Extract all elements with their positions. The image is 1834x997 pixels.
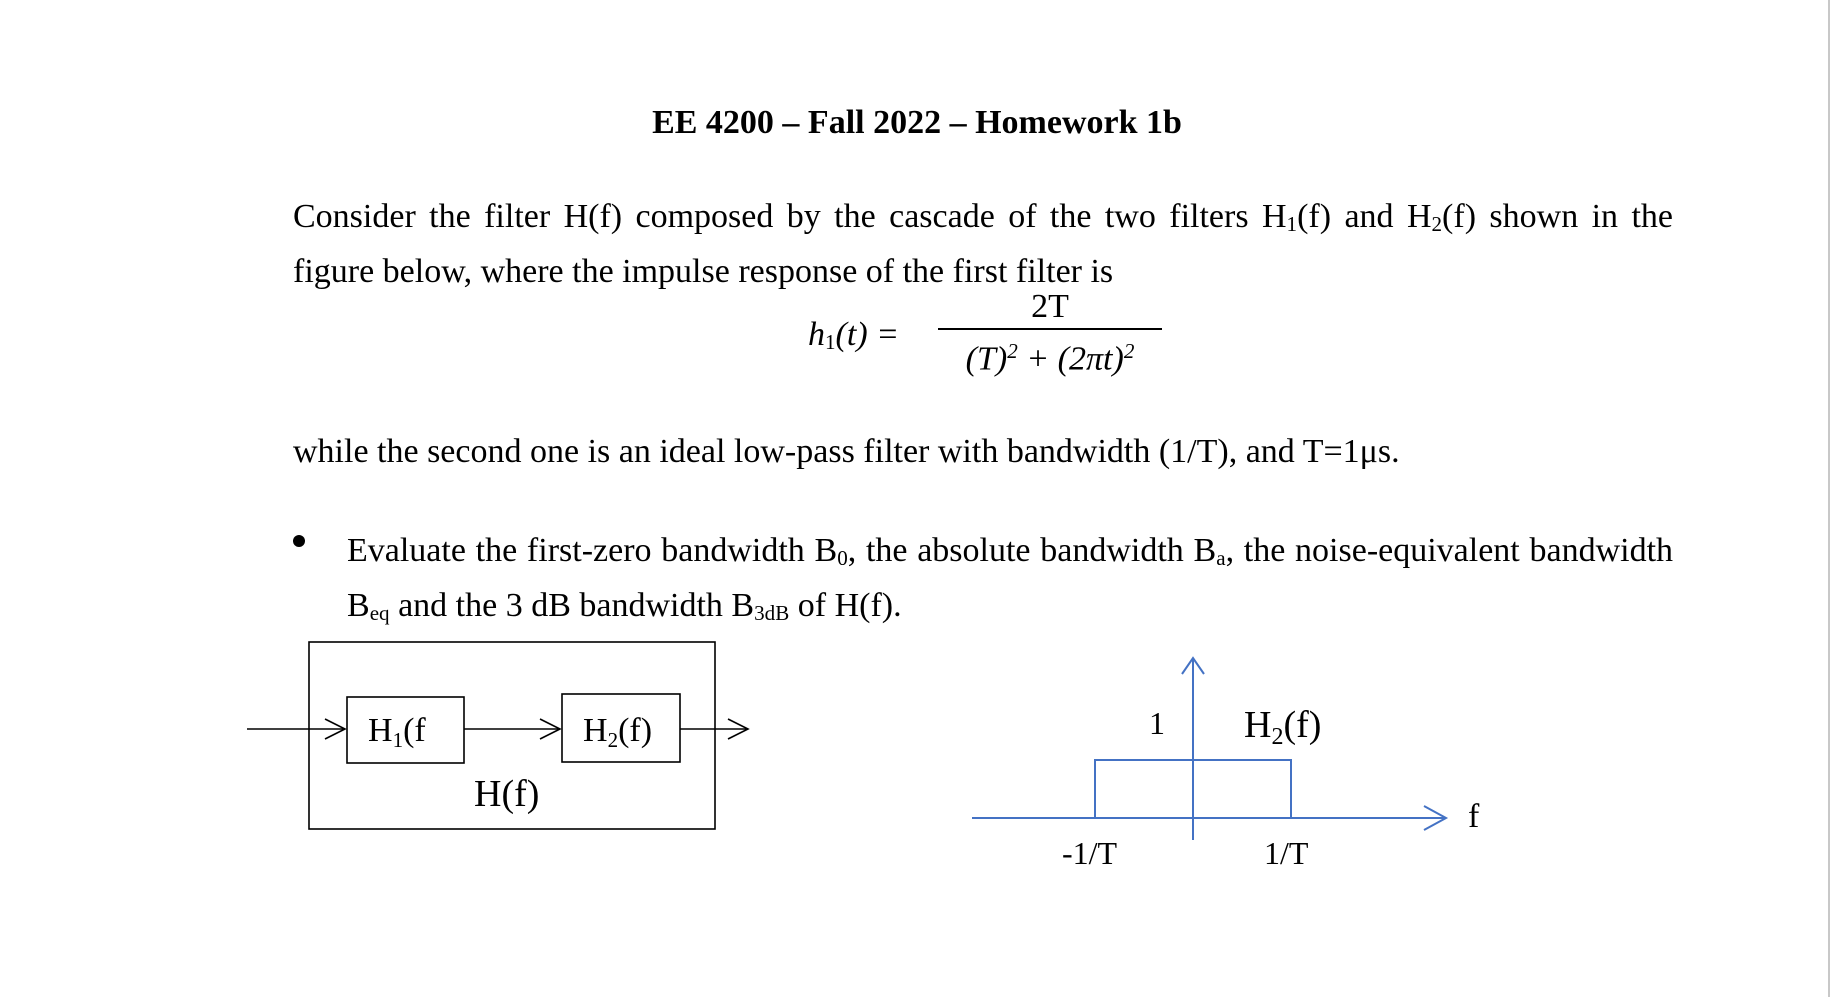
right-cutoff-tick: 1/T bbox=[1264, 835, 1309, 871]
intro-sub-2: 2 bbox=[1431, 211, 1443, 236]
bullet-text-5: of H(f). bbox=[789, 586, 902, 624]
eq-h-sub: 1 bbox=[825, 329, 836, 354]
intro-text-3: (f) shown in the figure below, where the impulse response of the first filter is bbox=[293, 198, 1673, 290]
den-part-1: (T) bbox=[965, 340, 1008, 378]
bullet-sub-2: a bbox=[1216, 545, 1226, 570]
bullet-text-1: Evaluate the first-zero bandwidth B bbox=[347, 532, 838, 569]
bullet-sub-3: eq bbox=[369, 600, 390, 625]
h2-plot-label: H2(f) bbox=[1244, 704, 1322, 750]
intro-sub-1: 1 bbox=[1286, 211, 1298, 236]
bullet-sub-4: 3dB bbox=[754, 600, 790, 625]
eq-arg: (t) = bbox=[835, 316, 900, 353]
den-exp-2: 2 bbox=[1123, 339, 1135, 363]
equation-numerator: 2T bbox=[1031, 288, 1069, 325]
frequency-axis-label: f bbox=[1468, 798, 1480, 835]
bullet-text-2: , the absolute bandwidth B bbox=[847, 532, 1217, 569]
second-filter-paragraph: while the second one is an ideal low-pass filter with bandwidth (1/T), and T=1μs. bbox=[293, 433, 1400, 470]
den-part-2: + (2πt) bbox=[1017, 340, 1124, 378]
h1-label: H1(f bbox=[368, 712, 426, 752]
left-cutoff-tick: -1/T bbox=[1062, 835, 1118, 871]
bullet-text-4: and the 3 dB bandwidth B bbox=[389, 586, 755, 624]
spectrum-plot bbox=[972, 658, 1446, 840]
eq-h: h bbox=[808, 316, 825, 353]
intro-text-1: Consider the filter H(f) composed by the cascade of the two filters H bbox=[293, 198, 1287, 235]
amplitude-one-label: 1 bbox=[1149, 705, 1165, 741]
intro-text-2: (f) and H bbox=[1297, 198, 1432, 235]
den-exp-1: 2 bbox=[1007, 339, 1018, 363]
document-title: EE 4200 – Fall 2022 – Homework 1b bbox=[652, 104, 1182, 141]
bullet-sub-1: 0 bbox=[837, 545, 848, 570]
bullet-text-3: , the noise-equivalent bandwidth B bbox=[347, 532, 1674, 624]
outer-filter-label: H(f) bbox=[474, 773, 540, 815]
h2-label: H2(f) bbox=[583, 712, 653, 752]
